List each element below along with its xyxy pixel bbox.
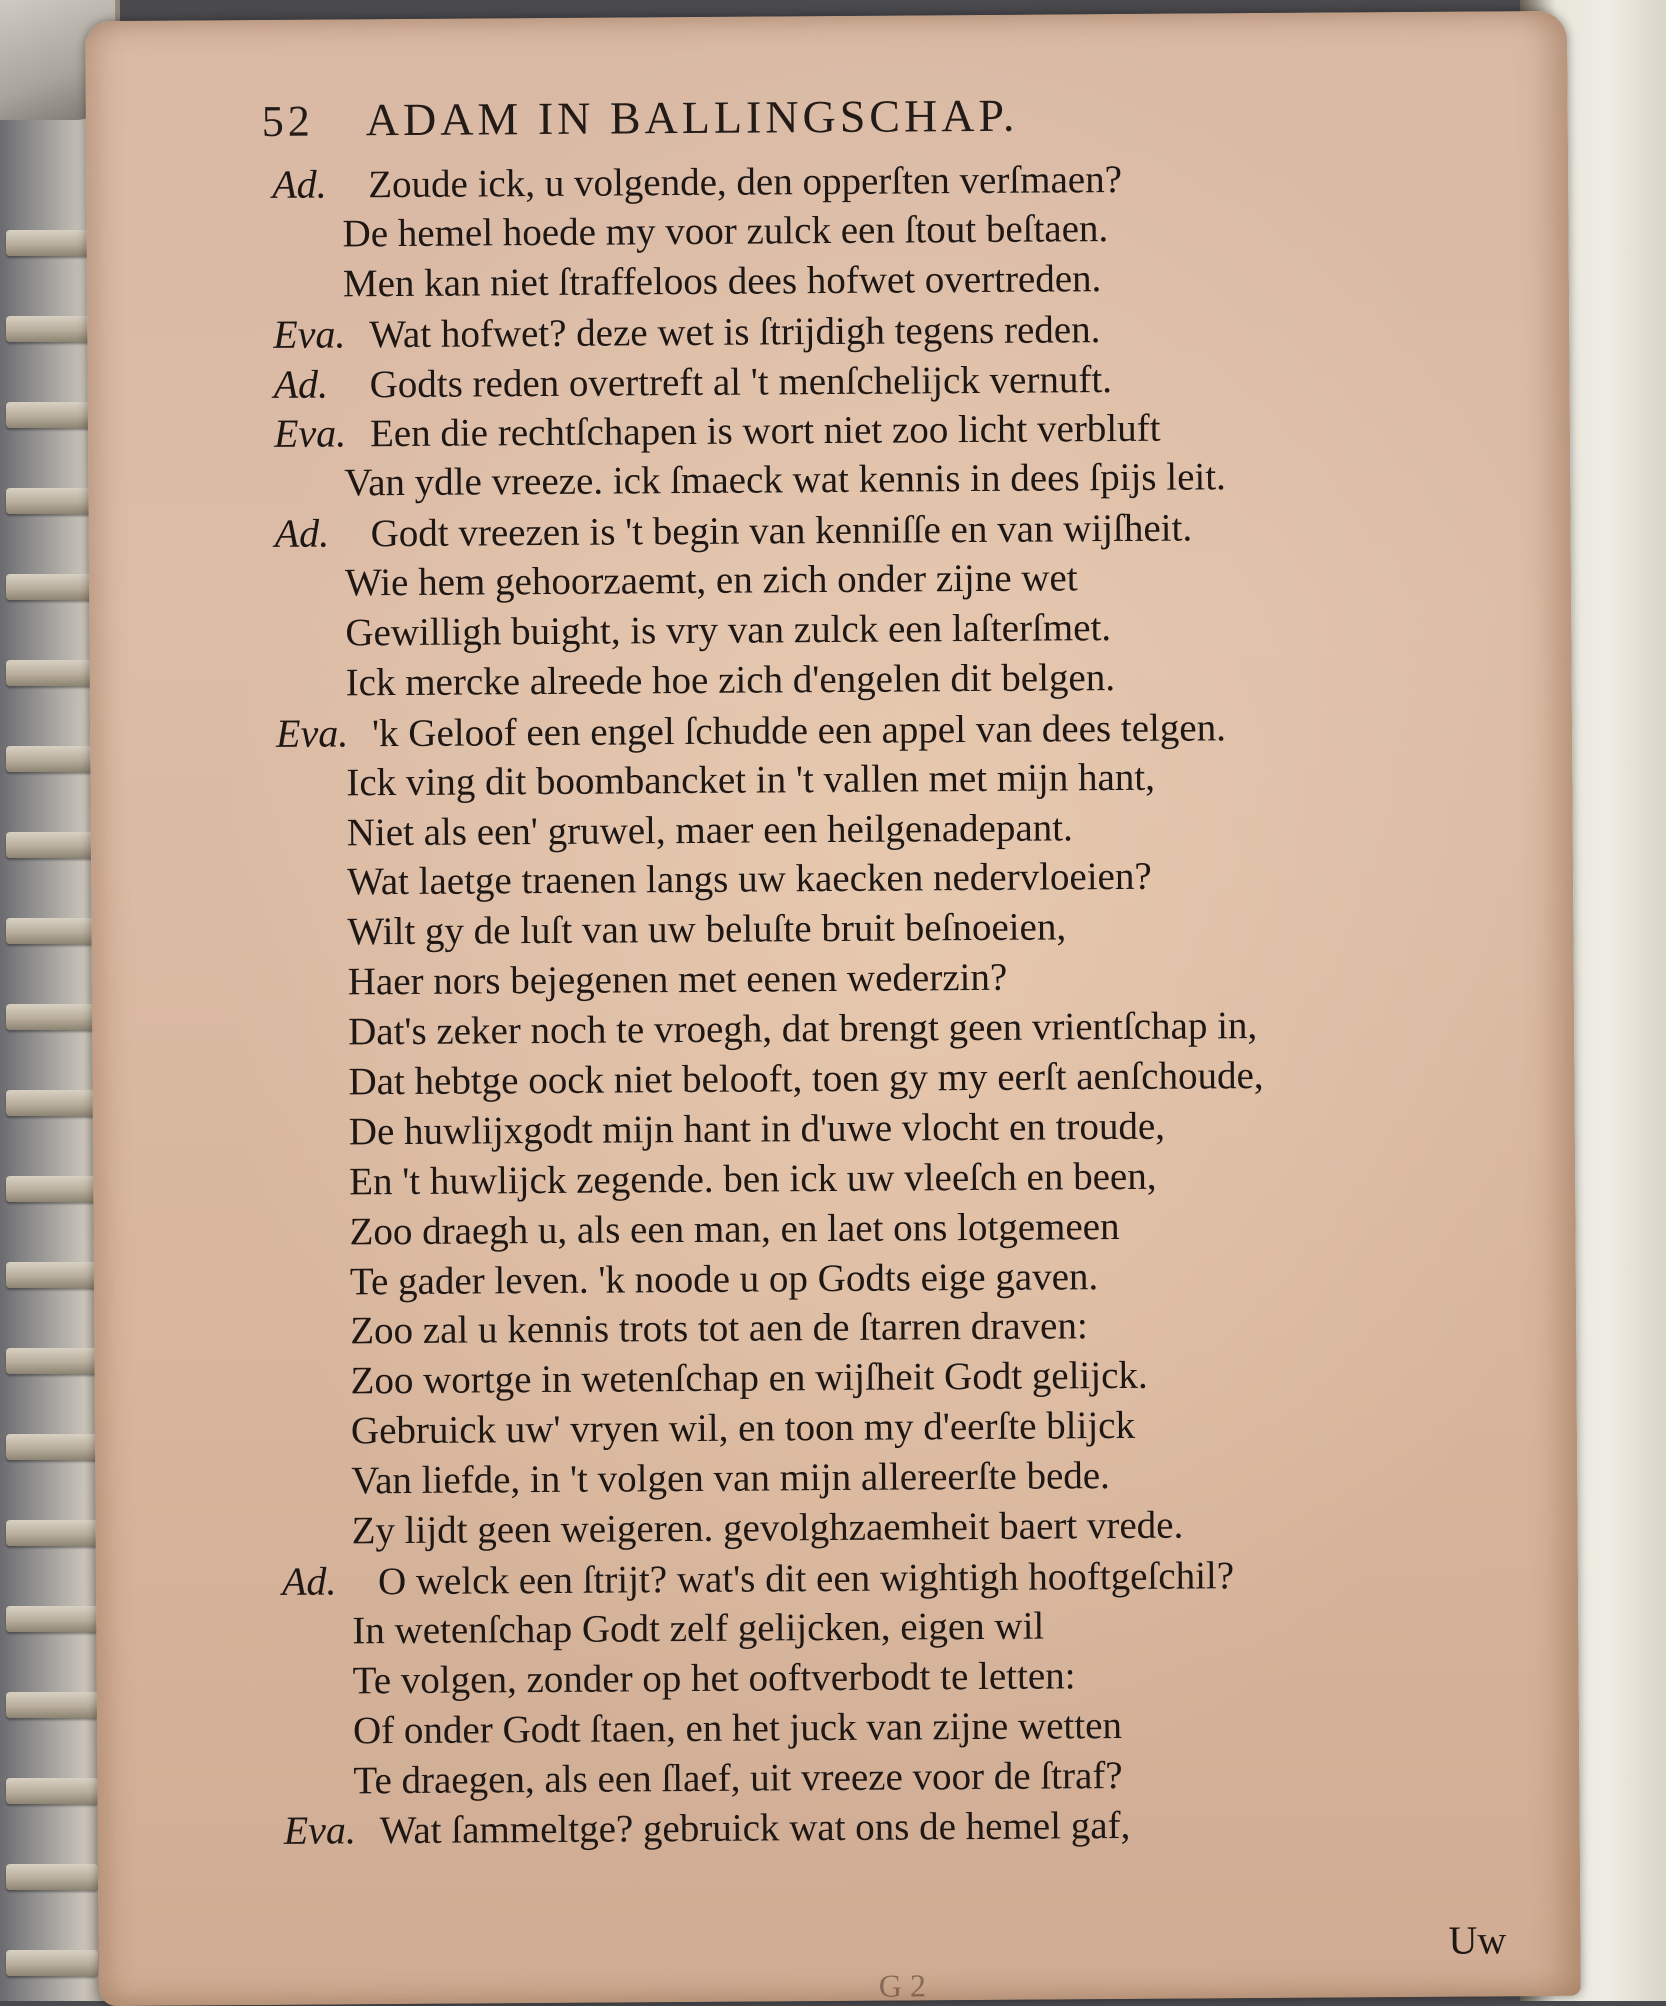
verse-line bbox=[274, 401, 1514, 460]
line-text: Of onder Godt ſtaen, en het juck van zijne wetten bbox=[352, 1703, 1123, 1752]
signature-mark: G 2 bbox=[878, 1967, 927, 2004]
line-text: Zoo wortge in wetenſchap en wijſheit Godt gelijck. bbox=[350, 1354, 1148, 1403]
line-text: Ick ving dit boombancket in 't vallen met mijn hant, bbox=[346, 755, 1156, 805]
verse-line bbox=[273, 301, 1513, 360]
spiral-ring bbox=[6, 918, 98, 944]
speaker-label: Eva. bbox=[273, 311, 346, 357]
line-text: In wetenſchap Godt zelf gelijcken, eigen wil bbox=[352, 1604, 1045, 1653]
verse-line bbox=[283, 1648, 1523, 1707]
line-text: Te volgen, zonder op het ooftverbodt te letten: bbox=[352, 1654, 1076, 1703]
line-text: Godt vreezen is 't begin van kenniſſe en van wijſheit. bbox=[370, 506, 1193, 556]
spiral-ring bbox=[6, 1348, 98, 1374]
line-text: Niet als een' gruwel, maer een heilgenadepant. bbox=[346, 805, 1073, 854]
line-text: En 't huwlijck zegende. ben ick uw vleeſch en been, bbox=[349, 1154, 1157, 1204]
speaker-label: Ad. bbox=[274, 510, 330, 557]
line-text: Ick mercke alreede hoe zich d'engelen dit belgen. bbox=[345, 655, 1116, 705]
verse-line bbox=[277, 800, 1517, 859]
line-text: Te draegen, als een ſlaef, uit vreeze voor de ſtraf? bbox=[353, 1753, 1123, 1802]
spiral-ring bbox=[6, 1778, 98, 1804]
verse-line bbox=[281, 1448, 1521, 1507]
verse-text bbox=[272, 151, 1524, 1856]
spiral-ring bbox=[6, 488, 98, 514]
line-text: Wat laetge traenen langs uw kaecken nedervloeien? bbox=[346, 855, 1152, 904]
line-text: Wilt gy de luſt van uw beluſte bruit beſnoeien, bbox=[347, 905, 1067, 954]
line-text: O welck een ſtrijt? wat's dit een wightigh hooftgeſchil? bbox=[377, 1554, 1235, 1604]
verse-line bbox=[275, 550, 1515, 609]
verse-line bbox=[277, 900, 1517, 959]
line-text: Gewilligh buight, is vry van zulck een laſterſmet. bbox=[345, 606, 1112, 655]
spiral-ring bbox=[6, 1434, 98, 1460]
line-text: Zoo zal u kennis trots tot aen de ſtarren draven: bbox=[350, 1304, 1088, 1353]
line-text: Dat hebtge oock niet belooft, toen gy my eerſt aenſchoude, bbox=[348, 1054, 1264, 1104]
verse-line bbox=[278, 999, 1518, 1058]
verse-line bbox=[274, 451, 1514, 510]
running-head bbox=[262, 86, 1442, 147]
verse-line bbox=[284, 1798, 1524, 1857]
verse-line bbox=[277, 850, 1517, 909]
spiral-ring bbox=[6, 660, 98, 686]
spiral-ring bbox=[6, 574, 98, 600]
spiral-ring bbox=[6, 1864, 98, 1890]
line-text: Van ydle vreeze. ick ſmaeck wat kennis in dees ſpijs leit. bbox=[344, 455, 1226, 505]
verse-line bbox=[283, 1698, 1523, 1757]
verse-line bbox=[280, 1299, 1520, 1358]
verse-line bbox=[279, 1199, 1519, 1258]
line-text: Godts reden overtreft al 't menſchelijck vernuft. bbox=[369, 357, 1113, 406]
verse-line bbox=[275, 500, 1515, 559]
speaker-label: Eva. bbox=[275, 710, 349, 756]
book-page bbox=[85, 11, 1581, 2006]
line-text: Een die rechtſchapen is wort niet zoo licht verbluft bbox=[369, 407, 1161, 456]
verse-line bbox=[279, 1149, 1519, 1208]
verse-line bbox=[273, 251, 1513, 310]
speaker-label: Ad. bbox=[272, 161, 327, 207]
spiral-ring bbox=[6, 230, 98, 256]
spiral-ring bbox=[6, 402, 98, 428]
line-text: Van liefde, in 't volgen van mijn allereerſte bede. bbox=[351, 1454, 1110, 1503]
verse-line bbox=[273, 351, 1513, 410]
page-number: 52 bbox=[261, 96, 314, 146]
spiral-ring bbox=[6, 1262, 98, 1288]
line-text: Gebruick uw' vryen wil, en toon my d'eerſte blijck bbox=[350, 1404, 1136, 1453]
line-text: Wie hem gehoorzaemt, en zich onder zijne wet bbox=[344, 556, 1078, 605]
verse-line bbox=[280, 1349, 1520, 1408]
verse-line bbox=[282, 1598, 1522, 1657]
line-text: Zoude ick, u volgende, den opperſten verſmaen? bbox=[368, 157, 1123, 207]
spiral-ring bbox=[6, 1004, 98, 1030]
line-text: Dat's zeker noch te vroegh, dat brengt geen vrientſchap in, bbox=[348, 1004, 1258, 1054]
verse-line bbox=[272, 151, 1512, 210]
verse-line bbox=[282, 1548, 1522, 1607]
line-text: Te gader leven. 'k noode u op Godts eige gaven. bbox=[349, 1254, 1099, 1303]
verse-line bbox=[280, 1249, 1520, 1308]
line-text: 'k Geloof een engel ſchudde een appel van dees telgen. bbox=[371, 706, 1227, 756]
verse-line bbox=[276, 750, 1516, 809]
spiral-ring bbox=[6, 746, 98, 772]
verse-line bbox=[275, 600, 1515, 659]
line-text: De huwlijxgodt mijn hant in d'uwe vlocht en troude, bbox=[348, 1104, 1166, 1154]
line-text: De hemel hoede my voor zulck een ſtout beſtaen. bbox=[342, 206, 1109, 256]
spiral-ring bbox=[6, 1692, 98, 1718]
spiral-ring bbox=[6, 316, 98, 342]
verse-line bbox=[278, 949, 1518, 1008]
speaker-label: Eva. bbox=[273, 410, 347, 457]
verse-line bbox=[278, 1049, 1518, 1108]
verse-line bbox=[276, 650, 1516, 709]
catchword: Uw bbox=[1448, 1917, 1507, 1963]
speaker-label: Ad. bbox=[273, 361, 329, 407]
spiral-ring bbox=[6, 1090, 98, 1116]
verse-line bbox=[279, 1099, 1519, 1158]
spiral-ring bbox=[6, 1520, 98, 1546]
spiral-ring bbox=[6, 832, 98, 858]
line-text: Wat hofwet? deze wet is ſtrijdigh tegens reden. bbox=[369, 307, 1101, 356]
verse-line bbox=[281, 1398, 1521, 1457]
spiral-ring bbox=[6, 1950, 98, 1976]
spiral-ring bbox=[6, 1176, 98, 1202]
speaker-label: Ad. bbox=[281, 1558, 337, 1604]
line-text: Haer nors bejegenen met eenen wederzin? bbox=[347, 956, 1008, 1004]
running-head-title: ADAM IN BALLINGSCHAP. bbox=[365, 89, 1019, 146]
verse-line bbox=[281, 1498, 1521, 1557]
verse-line bbox=[272, 201, 1512, 260]
speaker-label: Eva. bbox=[283, 1807, 357, 1854]
spiral-ring bbox=[6, 1606, 98, 1632]
line-text: Zy lijdt geen weigeren. gevolghzaemheit baert vrede. bbox=[351, 1503, 1184, 1553]
line-text: Zoo draegh u, als een man, en laet ons lotgemeen bbox=[349, 1204, 1120, 1254]
verse-line bbox=[283, 1748, 1523, 1807]
line-text: Men kan niet ſtraffeloos dees hofwet overtreden. bbox=[342, 256, 1102, 306]
verse-line bbox=[276, 700, 1516, 759]
line-text: Wat ſammeltge? gebruick wat ons de hemel gaf, bbox=[379, 1804, 1131, 1853]
